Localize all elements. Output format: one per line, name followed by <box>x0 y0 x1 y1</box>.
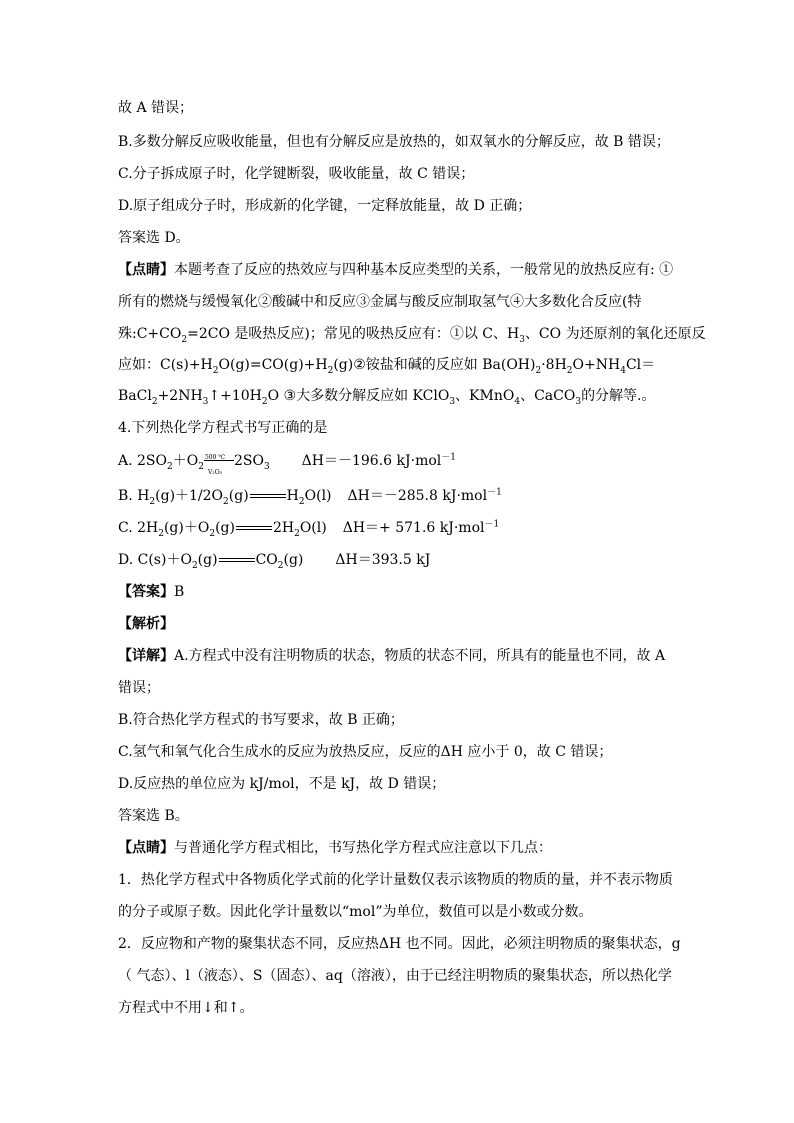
text-line: 所有的燃烧与缓慢氧化②酸碱中和反应③金属与酸反应制取氢气④大多数化合反应(特 <box>118 294 642 310</box>
detail-tag: 【详解】 <box>118 648 174 664</box>
option-c: C. $2H_2(g)+O_2(g)$ $2H_2O(l)$ ΔH＝+ 571.6 kJ·mol$^{-1}$ <box>118 519 500 539</box>
tip-paragraph: 【点睛】本题考查了反应的热效应与四种基本反应类型的关系，一般常见的放热反应有: ① <box>118 262 674 278</box>
text-line: 答案选 B。 <box>118 808 189 824</box>
text-line: 故 A 错误； <box>118 100 194 116</box>
text-line: 殊$:C+CO_2=2CO$ 是吸热反应)；常见的吸热反应有：①以 C、$H_3$、CO 为还原剂的氧化还原反 <box>118 326 706 345</box>
tip-tag: 【点睛】 <box>118 840 174 856</box>
equals-sign <box>250 494 286 498</box>
detail-paragraph: 【详解】A.方程式中没有注明物质的状态，物质的状态不同，所具有的能量也不同，故 A <box>118 648 666 664</box>
option-b: B. $H_2(g)+1/2O_2(g)$ $H_2O(l)$ ΔH＝－285.8 kJ·mol$^{-1}$ <box>118 487 502 507</box>
analysis-heading: 【解析】 <box>118 616 174 632</box>
tip-paragraph: 【点睛】与普通化学方程式相比，书写热化学方程式应注意以下几点： <box>118 840 552 856</box>
text-line: D.反应热的单位应为 kJ/mol，不是 kJ，故 D 错误； <box>118 776 446 792</box>
text-line: $BaCl_2+2NH_3↑+10H_2O$ ③大多数分解反应如 KClO$_3$、KMnO$_4$、CaCO$_3$的分解等.。 <box>118 388 656 407</box>
answer-line: 【答案】B <box>118 584 185 600</box>
answer-tag: 【答案】 <box>118 584 174 600</box>
text-line: C.分子拆成原子时，化学键断裂，吸收能量，故 C 错误； <box>118 166 475 182</box>
text-line: D.原子组成分子时，形成新的化学键，一定释放能量，故 D 正确； <box>118 198 532 214</box>
text-line: 应如：$C(s)+H_2O(g)=CO(g)+H_2(g)②$铵盐和碱的反应如 $Ba(OH)_2\cdot 8H_2O+NH_4Cl=$ <box>118 357 656 376</box>
equals-sign <box>219 558 255 562</box>
text-line: B.符合热化学方程式的书写要求，故 B 正确； <box>118 712 404 728</box>
text-line: C.氢气和氧气化合生成水的反应为放热反应，反应的ΔH 应小于 0，故 C 错误； <box>118 744 613 760</box>
equals-sign <box>236 526 272 530</box>
text-line: 错误； <box>118 680 160 696</box>
text-line: （ 气态）、l（液态）、S（固态）、aq（溶液），由于已经注明物质的聚集状态，所以热化学 <box>118 968 672 984</box>
tip-tag: 【点睛】 <box>118 262 174 278</box>
text-line: 1．热化学方程式中各物质化学式前的化学计量数仅表示该物质的物质的量，并不表示物质 <box>118 872 673 888</box>
text-line: 方程式中不用↓和↑。 <box>118 1000 254 1016</box>
text-line: 的分子或原子数。因此化学计量数以“mol”为单位，数值可以是小数或分数。 <box>118 904 593 920</box>
text-line: B.多数分解反应吸收能量，但也有分解反应是放热的，如双氧水的分解反应，故 B 错误； <box>118 134 670 150</box>
text-line: 2．反应物和产物的聚集状态不同，反应热ΔH 也不同。因此，必须注明物质的聚集状态，g <box>118 936 681 952</box>
text-line: 答案选 D。 <box>118 230 190 246</box>
option-d: D. $C(s)+O_2(g)$ $CO_2(g)$ ΔH＝393.5 kJ <box>118 552 431 571</box>
reaction-arrow: $\frac{500 ℃}{\text{V₂O₅}}$ <box>204 454 234 468</box>
option-a: A. $2SO_2+O_2$ $\frac{500 ℃}{\text{V₂O₅}}$ $2SO_3$ ΔH＝－196.6 kJ·mol$^{-1}$ <box>118 452 456 476</box>
question-4: 4.下列热化学方程式书写正确的是 <box>118 420 328 436</box>
